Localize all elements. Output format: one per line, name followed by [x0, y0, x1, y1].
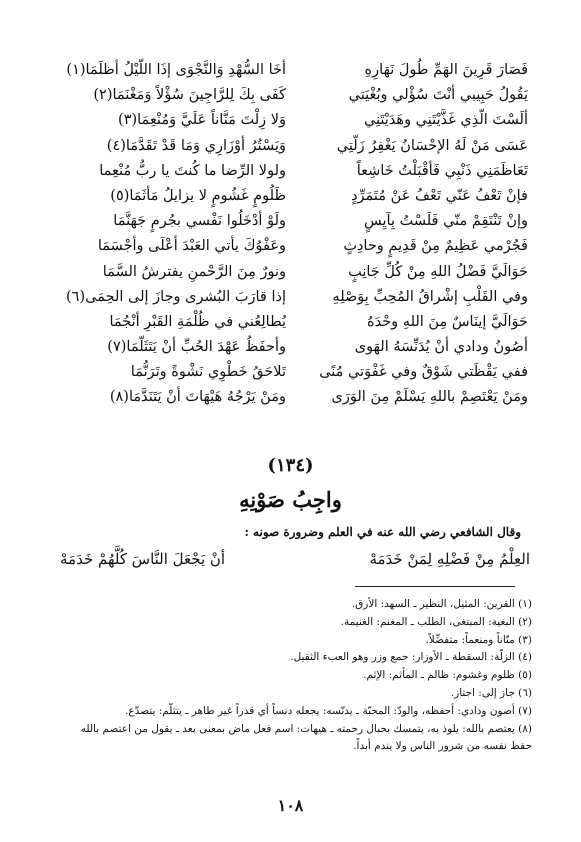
footnote: (٢) البغية: المبتغى، الطلب ـ المغنم: الغنيمة. [340, 615, 532, 628]
verse-line [58, 209, 528, 234]
footnote: (٣) منّاناً ومنعماً: متفضِّلاً. [425, 633, 532, 646]
verse-first-hemistich: حَوَالَيَّ فَضْلُ اللهِ مِنْ كُلِّ جَانِبٍ [348, 263, 528, 280]
verse-first-hemistich: أصُونُ ودادي أنْ يُدَنِّسَهُ الهَوى [354, 339, 528, 356]
verse-line [58, 134, 528, 159]
verse-first-hemistich: وفي القَلْبِ إشْراقُ المُحِبِّ بِوَصْلِهِ [332, 288, 528, 305]
verse-first-hemistich: العِلْمُ مِنْ فَضْلِهِ لِمَنْ خَدَمَهْ [369, 550, 530, 568]
page-number: ١٠٨ [277, 796, 304, 815]
footnote: (٨) يعتصم بالله: يلوذ به، يتمسك بحبال رحمته ـ هيهات: اسم فعل ماض بمعنى بعد ـ يقول من اعتصم بالله حفظ نفسه من شرور الناس ولا يندم أبداً. [80, 722, 532, 753]
verse-first-hemistich: عَسَى مَنْ لَهُ الإحْسَانُ يَغْفِرُ زَلَّتِي [336, 137, 528, 154]
verse-line [58, 184, 528, 209]
verse-line [58, 385, 528, 410]
verse-line [58, 285, 528, 310]
verse-line [58, 260, 528, 285]
verse-first-hemistich: ومَنْ يَعْتَصِمْ باللهِ يَسْلَمْ مِنَ الوَرَى [331, 389, 528, 406]
verse-first-hemistich: يَقُولُ حَبِيبي أنْتَ سُؤْلي وبُغْيَتي [348, 87, 528, 104]
verse-first-hemistich: وإنْ تَنْتَقِمْ منّي فَلَسْتُ بِآيِسٍ [364, 213, 528, 230]
verse-second-hemistich: أخَا السُّهْدِ وَالنَّجْوَى إذَا اللَّيْلُ أظلَمَا(١) [66, 62, 286, 78]
poem-title: واجِبُ صَوْنِهِ [239, 487, 342, 512]
verse-second-hemistich: ولولا الرِّضا ما كُنتَ يا ربُّ مُنْعِما [99, 162, 286, 179]
poem-verses [58, 58, 528, 411]
verse-first-hemistich: ففي يَقْظَتي شَوْقٌ وفي غَفْوَتي مُنًى [319, 364, 528, 381]
footnotes [62, 596, 532, 756]
footnote: (٤) الزلّة: السقطة ـ الأوزار: جمع وزر وهو العبء الثقيل. [290, 651, 532, 664]
verse-line [58, 234, 528, 259]
verse-second-hemistich: وعَفْوُكَ يأتي العَبْدَ أعْلَى وأجْسَمَا [97, 238, 286, 255]
footnote: (٦) جاز إلى: اجتاز. [450, 686, 532, 699]
verse-second-hemistich: وَيَسْتُرُ أوْزَارِي وَمَا قَدْ تَقَدَّمَا(٤) [106, 137, 286, 154]
footnote: (٥) ظلوم وغشوم: ظالم ـ المأثم: الإثم. [363, 669, 532, 682]
verse-first-hemistich: حَوَالَيَّ إينَاسٌ مِنَ اللهِ وحْدَهُ [367, 313, 528, 330]
verse-line [58, 58, 528, 83]
verse-line [58, 335, 528, 360]
single-verse [60, 550, 530, 568]
verse-second-hemistich: ظَلُومٍ غَشُومٍ لا يزايلُ مَأثَمَا(٥) [110, 187, 286, 204]
verse-first-hemistich: فَجُرْمي عَظِيمٌ مِنْ قَدِيمٍ وحادِثٍ [343, 238, 528, 255]
verse-second-hemistich: ولَوْ أدْخَلُوا نَفْسي بجُرمٍ جَهَنَّمَا [113, 213, 286, 230]
verse-second-hemistich: يُطالِعُني في ظُلْمَةِ القَبْرِ أنْجُمَا [109, 313, 286, 330]
verse-second-hemistich: ومَنْ يَرْجُهُ هَيْهَاتَ أنْ يَتَنَدَّمَا(٨) [109, 389, 286, 406]
verse-second-hemistich: تَلاحَقُ خَطْوِي نَشْوةً وتَرَنُّمَا [130, 364, 286, 381]
verse-first-hemistich: فإنْ تَعْفُ عَنّي تَعْفُ عَنْ مُتَمَرِّدٍ [351, 187, 528, 204]
verse-second-hemistich: أنْ يَجْعَلَ النَّاسَ كُلَّهُمْ خَدَمَهْ [60, 550, 226, 568]
poem-number: (١٣٤) [267, 455, 314, 476]
verse-second-hemistich: إذا قارَبَ البُشرى وجازَ إلى الحِمَى(٦) [66, 288, 286, 305]
footnote: (٧) أصون ودادي: أحفظه، والودّ: المحبّة ـ يدنّسه: يجعله دنساً أي قذراً غير طاهر ـ يتثلّم: يتصدّع. [125, 704, 532, 717]
footnote: (١) القرين: المثيل، النظير ـ السهد: الأرق. [351, 598, 532, 610]
verse-first-hemistich: ألَسْتَ الَّذِي غَذَّيْتَنِي وهَدَيْتَنِي [363, 112, 528, 129]
verse-line [58, 108, 528, 133]
verse-first-hemistich: فَصَارَ قَرِينَ الهَمِّ طُولَ نَهَارِهِ [364, 62, 528, 78]
verse-second-hemistich: كَفَى بِكَ لِلرَّاجِينَ سُؤْلاً وَمَغْنَمَا(٢) [93, 87, 286, 104]
verse-second-hemistich: وَلا زِلْتَ مَنَّاناً عَلَيَّ وَمُنْعِمَا(٣) [118, 112, 286, 129]
verse-line [58, 83, 528, 108]
verse-first-hemistich: تَعَاظَمَنِي ذَنْبِي فَأقْبَلْتُ خَاشِعاً [356, 162, 528, 179]
verse-line [58, 310, 528, 335]
poem-intro: وقال الشافعي رضي الله عنه في العلم وضرورة صونه : [244, 525, 521, 539]
verse-line [58, 159, 528, 184]
verse-line [58, 360, 528, 385]
verse-second-hemistich: وأحفَظُ عَهْدَ الحُبِّ أنْ يَتَثَلَّمَا(٧) [107, 339, 286, 356]
verse-second-hemistich: ونورٌ مِنَ الرَّحْمنِ يفترشُ السَّمَا [102, 263, 286, 280]
footnote-divider [355, 586, 515, 587]
